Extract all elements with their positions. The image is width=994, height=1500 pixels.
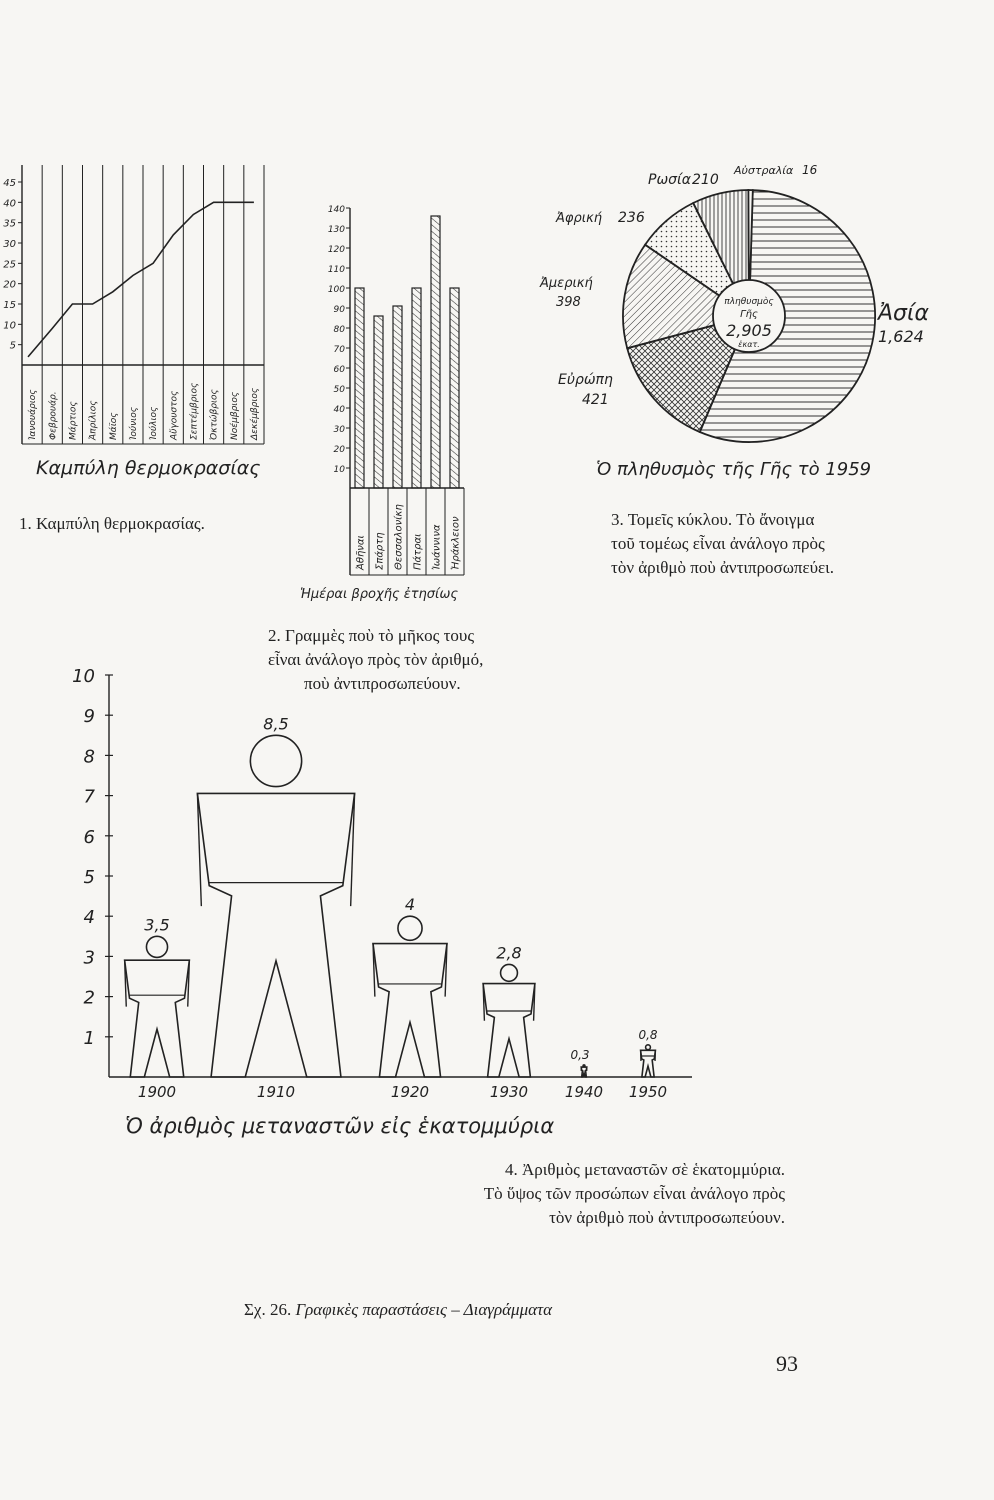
pie-label-russia-value: 210 [692, 172, 719, 188]
caption-1: 1. Καμπύλη θερμοκρασίας. [19, 514, 205, 533]
rain-city-label: Σπάρτη [374, 532, 386, 570]
pie-chart-title: Ὁ πληθυσμὸς τῆς Γῆς τὸ 1959 [596, 459, 872, 480]
rain-bar [393, 306, 402, 488]
figure-caption [244, 1298, 552, 1322]
rain-y-tick-label: 140 [327, 205, 345, 215]
temperature-month-label: Νοέμβριος [229, 391, 240, 440]
rain-y-tick-label: 70 [333, 345, 345, 355]
caption-2-line-3: ποὺ ἀντιπροσωπεύουν. [304, 674, 461, 693]
emigrant-year-label: 1950 [628, 1083, 668, 1101]
caption-2 [268, 624, 483, 696]
caption-3-line-1: 3. Τομεῖς κύκλου. Τὸ ἄνοιγμα [611, 510, 815, 529]
temperature-month-label: Μάϊος [108, 412, 119, 440]
pie-center-line-2: Γῆς [740, 309, 758, 320]
temperature-y-ticks [3, 178, 22, 352]
rain-y-tick-label: 50 [333, 385, 345, 395]
pie-label-russia-name: Ρωσία [648, 172, 692, 188]
pie-label-australia-value: 16 [802, 163, 818, 177]
rain-y-tick-label: 130 [327, 225, 345, 235]
rain-bar [374, 316, 383, 488]
rain-city-label: Θεσσαλονίκη [393, 504, 405, 570]
emigrants-y-tick-label: 10 [72, 666, 95, 687]
emigrants-y-tick-label: 5 [83, 867, 95, 888]
rain-bar [412, 288, 421, 488]
caption-3 [611, 508, 834, 580]
temperature-x-labels [28, 383, 260, 441]
temperature-y-tick-label: 10 [3, 320, 16, 332]
emigrants-y-tick-label: 7 [83, 786, 95, 808]
temperature-y-tick-label: 15 [3, 300, 16, 311]
emigrants-chart-title: Ὁ ἀριθμὸς μεταναστῶν εἰς ἑκατομμύρια [125, 1114, 555, 1138]
rain-y-tick-label: 60 [333, 365, 345, 375]
pie-center-unit: ἑκατ. [738, 340, 760, 349]
rain-city-label: Ἡράκλειον [450, 516, 462, 570]
rain-y-tick-label: 100 [327, 285, 345, 295]
temperature-month-label: Ὀκτώβριος [209, 389, 220, 440]
temperature-y-tick-label: 25 [3, 259, 16, 271]
emigrants-y-tick-label: 4 [83, 907, 95, 929]
emigrant-figure-head [646, 1045, 651, 1050]
caption-4-line-3: τὸν ἀριθμὸ ποὺ ἀντιπροσωπεύουν. [549, 1208, 785, 1227]
temperature-y-tick-label: 30 [3, 239, 16, 250]
emigrants-pictogram-chart [72, 666, 692, 1138]
rain-y-tick-label: 20 [333, 445, 345, 455]
emigrant-figure-body [641, 1050, 656, 1077]
pie-center-total: 2,905 [726, 321, 772, 340]
pie-label-america-name: Ἀμερική [540, 276, 593, 291]
emigrants-y-tick-label: 3 [83, 947, 95, 969]
emigrants-y-tick-label: 8 [83, 746, 95, 768]
caption-3-line-2: τοῦ τομέως εἶναι ἀνάλογο πρὸς [611, 534, 825, 553]
temperature-grid [22, 165, 264, 444]
emigrant-figure-body [483, 984, 535, 1077]
emigrant-figure-head [146, 936, 167, 957]
emigrant-figure-body [125, 960, 190, 1077]
emigrants-y-tick-label: 9 [83, 706, 95, 728]
pie-label-america-value: 398 [556, 295, 581, 310]
emigrants-y-tick-label: 1 [83, 1027, 95, 1049]
temperature-month-label: Ἰανουάριος [28, 389, 39, 440]
temperature-y-tick-label: 20 [3, 279, 16, 291]
emigrant-figure-body [581, 1067, 587, 1077]
rain-city-label: Ἀθῆναι [355, 535, 367, 570]
emigrants-figures [125, 714, 658, 1077]
rain-y-tick-label: 40 [333, 405, 345, 415]
pie-label-australia-name: Αὐστραλία [734, 164, 794, 177]
temperature-month-label: Δεκέμβριος [249, 387, 260, 440]
pie-label-asia-value: 1,624 [878, 327, 924, 346]
temperature-y-tick-label: 35 [3, 218, 16, 230]
temperature-y-tick-label: 40 [3, 198, 16, 210]
population-pie-chart [539, 163, 929, 480]
page-number: 93 [776, 1351, 798, 1376]
rain-y-ticks [328, 205, 350, 475]
emigrant-value-label: 3,5 [144, 915, 170, 935]
emigrant-value-label: 4 [404, 895, 416, 915]
emigrant-year-label: 1900 [137, 1083, 177, 1101]
emigrant-value-label: 2,8 [496, 943, 522, 963]
emigrant-figure-body [197, 793, 354, 1077]
emigrants-y-ticks [72, 666, 113, 1049]
rain-chart-title: Ἡμέραι βροχῆς ἐτησίως [300, 587, 458, 602]
temperature-month-label: Ἰούλιος [149, 406, 160, 440]
emigrants-x-labels [138, 1083, 667, 1101]
emigrant-figure-head [398, 916, 422, 940]
emigrant-figure-head [250, 735, 301, 786]
emigrant-year-label: 1910 [256, 1083, 296, 1101]
pie-label-asia-name: Ἀσία [878, 301, 929, 326]
caption-3-line-3: τὸν ἀριθμὸ ποὺ ἀντιπροσωπεύει. [611, 558, 835, 577]
temperature-month-label: Φεβρουάρ. [48, 391, 59, 440]
temperature-month-label: Μάρτιος [68, 401, 79, 440]
figure-caption-title: Γραφικὲς παραστάσεις – Διαγράμματα [295, 1300, 553, 1319]
emigrants-axes [109, 675, 692, 1077]
temperature-y-tick-label: 5 [9, 340, 16, 352]
pie-label-africa-name: Ἀφρική [556, 211, 603, 226]
temperature-month-label: Ἰούνιος [128, 407, 139, 440]
temperature-y-tick-label: 45 [3, 178, 16, 189]
temperature-chart [3, 165, 264, 479]
rain-bar [355, 288, 364, 488]
temperature-chart-title: Καμπύλη θερμοκρασίας [36, 457, 261, 479]
caption-2-line-2: εἶναι ἀνάλογο πρὸς τὸν ἀριθμό, [268, 650, 484, 669]
rain-x-labels [355, 488, 462, 575]
pie-center-line-1: πληθυσμὸς [724, 297, 774, 307]
pie-label-africa-value: 236 [618, 210, 645, 226]
rain-y-tick-label: 30 [333, 425, 345, 435]
rain-bar [450, 288, 459, 488]
emigrant-figure-body [373, 944, 447, 1077]
temperature-month-label: Ἀπρίλιος [88, 400, 99, 440]
emigrant-year-label: 1940 [564, 1083, 604, 1101]
emigrants-y-tick-label: 6 [83, 826, 95, 848]
temperature-month-label: Σεπτέμβριος [189, 382, 200, 440]
caption-4-line-2: Τὸ ὕψος τῶν προσώπων εἶναι ἀνάλογο πρὸς [483, 1184, 785, 1203]
caption-4 [415, 1158, 785, 1230]
pie-label-europe-name: Εὐρώπη [558, 372, 613, 388]
rain-y-tick-label: 120 [327, 245, 345, 255]
rain-city-label: Ἰωάννινα [431, 524, 443, 570]
caption-2-line-1: 2. Γραμμὲς ποὺ τὸ μῆκος τους [268, 626, 475, 645]
emigrant-value-label: 0,3 [570, 1047, 590, 1062]
emigrant-value-label: 0,8 [638, 1027, 658, 1042]
rain-city-label: Πάτραι [412, 533, 424, 570]
rain-bar [431, 216, 440, 488]
emigrant-year-label: 1930 [489, 1083, 529, 1101]
rain-y-tick-label: 90 [333, 305, 345, 315]
rain-y-tick-label: 10 [333, 465, 345, 475]
pie-label-europe-value: 421 [582, 392, 609, 408]
rain-bars [355, 216, 459, 488]
emigrant-value-label: 8,5 [263, 714, 289, 734]
rain-y-tick-label: 80 [333, 325, 345, 335]
caption-4-line-1: 4. Ἀριθμὸς μεταναστῶν σὲ ἑκατομμύρια. [505, 1160, 785, 1179]
rain-y-tick-label: 110 [327, 265, 345, 275]
emigrant-figure-head [583, 1065, 585, 1067]
rain-days-chart [300, 205, 464, 602]
temperature-month-label: Αὔγουστος [169, 390, 180, 440]
emigrants-y-tick-label: 2 [83, 987, 95, 1009]
figure-caption-prefix: Σχ. 26. [244, 1300, 292, 1319]
emigrant-year-label: 1920 [390, 1083, 430, 1101]
emigrant-figure-head [501, 964, 518, 981]
